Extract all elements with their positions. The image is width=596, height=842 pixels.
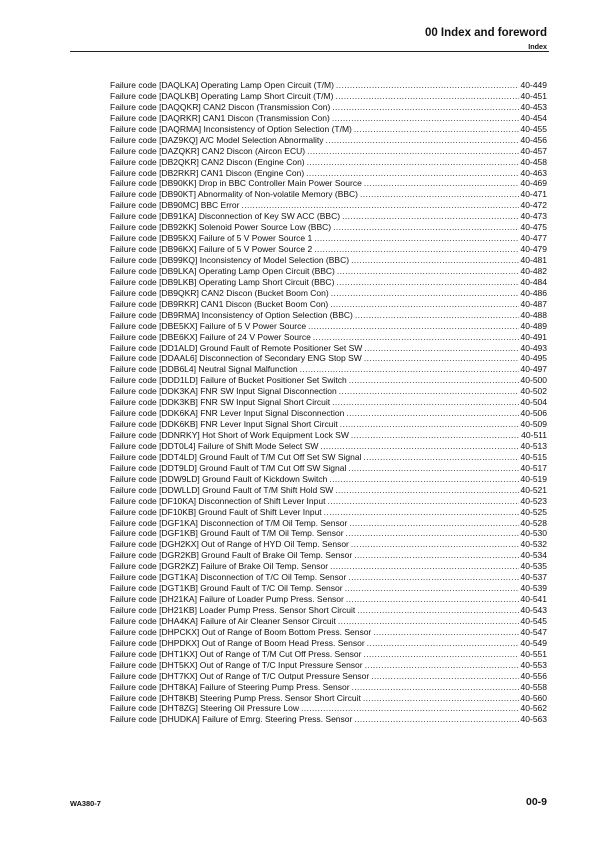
index-entry (110, 353, 547, 364)
index-entry (110, 277, 547, 288)
index-entry (110, 157, 547, 168)
index-entry (110, 113, 547, 124)
index-entry-title: Failure code [DB2RKR] CAN1 Discon (Engine Con) (110, 167, 305, 178)
index-entry-page: 40-523 (520, 495, 547, 506)
dot-leader (360, 189, 519, 200)
index-entry-title: Failure code [DF10KB] Ground Fault of Shift Lever Input (110, 506, 322, 517)
index-entry-page: 40-563 (520, 714, 547, 725)
dot-leader (336, 80, 519, 91)
index-entry-page: 40-545 (520, 615, 547, 626)
header-rule (70, 51, 549, 52)
index-entry-page: 40-472 (520, 200, 547, 211)
index-entry-page: 40-504 (520, 397, 547, 408)
index-entry (110, 135, 547, 146)
dot-leader (345, 583, 519, 594)
index-entry-page: 40-521 (520, 484, 547, 495)
index-entry-page: 40-453 (520, 101, 547, 112)
index-entry (110, 91, 547, 102)
index-entry-page: 40-562 (520, 703, 547, 714)
index-entry (110, 430, 547, 441)
index-entry-page: 40-530 (520, 528, 547, 539)
index-entry (110, 561, 547, 572)
index-entry-title: Failure code [DB2QKR] CAN2 Discon (Engine Con) (110, 156, 305, 167)
index-entry-page: 40-497 (520, 364, 547, 375)
index-entry-page: 40-560 (520, 692, 547, 703)
index-entry-title: Failure code [DAQQKR] CAN2 Discon (Transmission Con) (110, 101, 331, 112)
dot-leader (348, 463, 518, 474)
dot-leader (314, 244, 518, 255)
index-entry-page: 40-547 (520, 626, 547, 637)
index-entry (110, 463, 547, 474)
index-entry-page: 40-515 (520, 451, 547, 462)
dot-leader (300, 364, 519, 375)
index-entry-page: 40-491 (520, 331, 547, 342)
dot-leader (307, 157, 519, 168)
index-entry-page: 40-457 (520, 145, 547, 156)
index-entry-title: Failure code [DH21KB] Loader Pump Press. Sensor Short Circuit (110, 605, 356, 615)
index-entry-page: 40-451 (520, 90, 547, 101)
index-entry-title: Failure code [DAQLKA] Operating Lamp Open Circuit (T/M) (110, 80, 334, 90)
dot-leader (342, 211, 518, 222)
index-entry (110, 408, 547, 419)
index-entry (110, 594, 547, 605)
index-entry-title: Failure code [DAQLKB] Operating Lamp Short Circuit (T/M) (110, 90, 334, 101)
index-entry (110, 703, 547, 714)
dot-leader (333, 222, 518, 233)
index-entry-title: Failure code [DDD1LD] Failure of Bucket Positioner Set Switch (110, 375, 347, 386)
index-entry-page: 40-539 (520, 583, 547, 594)
dot-leader (330, 299, 518, 310)
index-entry-page: 40-534 (520, 550, 547, 561)
dot-leader (314, 233, 518, 244)
index-entry (110, 605, 547, 616)
index-entry-page: 40-458 (520, 156, 547, 167)
index-entry-page: 40-481 (520, 255, 547, 265)
index-entry-title: Failure code [DHA4KA] Failure of Air Cleaner Sensor Circuit (110, 615, 336, 626)
dot-leader (337, 266, 519, 277)
index-entry-title: Failure code [DHPDKX] Out of Range of Boom Head Press. Sensor (110, 637, 365, 648)
dot-leader (357, 605, 518, 616)
index-entry (110, 222, 547, 233)
section-subtitle: Index (528, 42, 547, 51)
index-entry (110, 714, 547, 725)
index-entry (110, 616, 547, 627)
index-entry-title: Failure code [DHPCKX] Out of Range of Boom Bottom Press. Sensor (110, 626, 372, 637)
index-entry-title: Failure code [DGR2KB] Ground Fault of Brake Oil Temp. Sensor (110, 550, 353, 561)
index-entry-page: 40-556 (520, 670, 547, 681)
index-entry-title: Failure code [DB92KK] Solenoid Power Source Low (BBC) (110, 222, 332, 233)
dot-leader (340, 419, 519, 430)
dot-leader (346, 408, 518, 419)
index-entry-title: Failure code [DDK3KA] FNR SW Input Signal Disconnection (110, 386, 337, 397)
dot-leader (364, 343, 518, 354)
index-entry-page: 40-493 (520, 342, 547, 353)
dot-leader (373, 627, 518, 638)
index-entry-page: 40-525 (520, 506, 547, 517)
index-entry-title: Failure code [DF10KA] Disconnection of Shift Lever Input (110, 495, 326, 506)
index-entry-page: 40-558 (520, 681, 547, 692)
index-entry (110, 255, 547, 266)
index-entry-page: 40-489 (520, 320, 547, 331)
index-entry-title: Failure code [DDT9LD] Ground Fault of T/M Cut Off SW Signal (110, 462, 347, 473)
index-entry-title: Failure code [DB91KA] Disconnection of Key SW ACC (BBC) (110, 211, 341, 222)
dot-leader (306, 168, 518, 179)
index-entry-title: Failure code [DDNRKY] Hot Short of Work Equipment Lock SW (110, 430, 349, 440)
index-entry-title: Failure code [DGT1KB] Ground Fault of T/C Oil Temp. Sensor (110, 583, 343, 594)
dot-leader (354, 124, 519, 135)
index-entry-title: Failure code [DAZQKR] CAN2 Discon (Aircon ECU) (110, 145, 306, 156)
index-entry (110, 572, 547, 583)
index-entry-page: 40-528 (520, 517, 547, 528)
dot-leader (329, 474, 518, 485)
dot-leader (349, 518, 518, 529)
index-entry (110, 397, 547, 408)
index-entry (110, 266, 547, 277)
index-entry-page: 40-477 (520, 233, 547, 244)
dot-leader (327, 496, 518, 507)
index-entry (110, 507, 547, 518)
index-entry-title: Failure code [DGH2KX] Out of Range of HYD Oil Temp. Sensor (110, 539, 349, 550)
index-entry-title: Failure code [DHT8ZG] Steering Oil Pressure Low (110, 703, 299, 714)
index-entry-page: 40-469 (520, 178, 547, 189)
index-entry-page: 40-513 (520, 440, 547, 451)
index-entry (110, 660, 547, 671)
index-entry-title: Failure code [DB90KT] Abnormality of Non-volatile Memory (BBC) (110, 189, 359, 200)
index-entry-page: 40-456 (520, 134, 547, 145)
index-entry-title: Failure code [DHT5KX] Out of Range of T/C Input Pressure Sensor (110, 659, 363, 670)
index-entry-title: Failure code [DGT1KA] Disconnection of T/C Oil Temp. Sensor (110, 572, 347, 583)
dot-leader (349, 375, 519, 386)
dot-leader (371, 671, 518, 682)
index-entry-page: 40-484 (520, 276, 547, 287)
index-entry-title: Failure code [DDAAL6] Disconnection of Secondary ENG Stop SW (110, 353, 362, 364)
index-entry (110, 102, 547, 113)
index-entry-title: Failure code [DBE5KX] Failure of 5 V Power Source (110, 320, 307, 331)
dot-leader (320, 441, 518, 452)
index-entry-title: Failure code [DB90KK] Drop in BBC Controller Main Power Source (110, 178, 362, 189)
index-entry-page: 40-488 (520, 309, 547, 320)
dot-leader (330, 561, 518, 572)
index-entry-title: Failure code [DDT0L4] Failure of Shift Mode Select SW (110, 440, 319, 451)
index-entry-page: 40-549 (520, 637, 547, 648)
index-entry-title: Failure code [DGF1KB] Ground Fault of T/M Oil Temp. Sensor (110, 528, 344, 539)
dot-leader (335, 485, 518, 496)
index-entry (110, 474, 547, 485)
dot-leader (352, 682, 519, 693)
index-entry (110, 375, 547, 386)
index-entry-page: 40-463 (520, 167, 547, 178)
index-entry-page: 40-537 (520, 572, 547, 583)
index-entry-title: Failure code [DDK3KB] FNR SW Input Signal Short Circuit (110, 397, 331, 408)
dot-leader (308, 321, 518, 332)
index-entry-title: Failure code [DDK6KB] FNR Lever Input Signal Short Circuit (110, 419, 338, 430)
index-entry (110, 124, 547, 135)
dot-leader (354, 550, 518, 561)
dot-leader (301, 703, 519, 714)
dot-leader (363, 693, 519, 704)
dot-leader (335, 91, 518, 102)
dot-leader (332, 102, 518, 113)
index-entry-title: Failure code [DBE6KX] Failure of 24 V Power Source (110, 331, 311, 342)
dot-leader (346, 594, 519, 605)
index-entry (110, 244, 547, 255)
index-entry (110, 419, 547, 430)
index-entry-page: 40-553 (520, 659, 547, 670)
index-entry-title: Failure code [DB9LKB] Operating Lamp Short Circuit (BBC) (110, 276, 335, 287)
dot-leader (363, 452, 518, 463)
dot-leader (351, 255, 518, 266)
index-entry-page: 40-517 (520, 462, 547, 473)
index-entry-page: 40-541 (520, 594, 547, 605)
index-entry (110, 693, 547, 704)
index-entry-title: Failure code [DB9QKR] CAN2 Discon (Bucket Boom Con) (110, 287, 329, 298)
page-number: 00-9 (525, 796, 547, 808)
index-entry (110, 178, 547, 189)
index-entry-title: Failure code [DHT8KA] Failure of Steering Pump Press. Sensor (110, 681, 350, 692)
index-entry (110, 146, 547, 157)
dot-leader (364, 353, 519, 364)
index-entry-title: Failure code [DAZ9KQ] A/C Model Selection Abnormality (110, 134, 324, 145)
index-entry (110, 386, 547, 397)
index-entry-page: 40-506 (520, 408, 547, 419)
index-entry-page: 40-532 (520, 539, 547, 550)
dot-leader (367, 638, 519, 649)
index-entry (110, 200, 547, 211)
index-entry (110, 496, 547, 507)
index-entry (110, 452, 547, 463)
index-entry (110, 189, 547, 200)
dot-leader (365, 660, 519, 671)
dot-leader (346, 528, 519, 539)
index-entry (110, 539, 547, 550)
model-label: WA380-7 (70, 799, 101, 808)
index-entry (110, 168, 547, 179)
index-entry-page: 40-543 (520, 605, 547, 615)
index-entry-title: Failure code [DAQRKR] CAN1 Discon (Transmission Con) (110, 112, 330, 123)
index-entry-page: 40-455 (520, 123, 547, 134)
index-entry (110, 627, 547, 638)
dot-leader (307, 146, 518, 157)
dot-leader (241, 200, 518, 211)
index-entry-title: Failure code [DB9RMA] Inconsistency of Option Selection (BBC) (110, 309, 353, 320)
index-entry-title: Failure code [DB9LKA] Operating Lamp Open Circuit (BBC) (110, 265, 335, 276)
index-entry (110, 528, 547, 539)
index-entry (110, 233, 547, 244)
dot-leader (324, 507, 519, 518)
index-entry (110, 583, 547, 594)
dot-leader (364, 649, 519, 660)
dot-leader (336, 277, 518, 288)
dot-leader (364, 178, 519, 189)
index-entry-title: Failure code [DDB6L4] Neutral Signal Malfunction (110, 364, 298, 375)
index-entry-title: Failure code [DDW9LD] Ground Fault of Kickdown Switch (110, 473, 328, 484)
index-entry-page: 40-473 (520, 211, 547, 222)
index-entry-page: 40-502 (520, 386, 547, 397)
index-entry-page: 40-511 (521, 430, 547, 440)
dot-leader (313, 332, 519, 343)
index-entry-title: Failure code [DB95KX] Failure of 5 V Power Source 1 (110, 233, 313, 244)
index-entry-title: Failure code [DGF1KA] Disconnection of T/M Oil Temp. Sensor (110, 517, 348, 528)
index-entry-title: Failure code [DB96KX] Failure of 5 V Power Source 2 (110, 244, 313, 255)
index-entry (110, 288, 547, 299)
index-entry-title: Failure code [DB9RKR] CAN1 Discon (Bucket Boom Con) (110, 298, 329, 309)
index-entry (110, 310, 547, 321)
index-entry-page: 40-482 (520, 265, 547, 276)
index-entry-title: Failure code [DAQRMA] Inconsistency of Option Selection (T/M) (110, 123, 352, 134)
dot-leader (351, 539, 519, 550)
dot-leader (332, 113, 519, 124)
index-entry-title: Failure code [DDK6KA] FNR Lever Input Signal Disconnection (110, 408, 345, 419)
index-entry (110, 550, 547, 561)
index-entry-page: 40-500 (520, 375, 547, 386)
index-entry (110, 485, 547, 496)
index-entry-page: 40-449 (520, 80, 547, 90)
index-entry (110, 343, 547, 354)
dot-leader (351, 430, 519, 441)
index-entry (110, 364, 547, 375)
index-entry-page: 40-486 (520, 287, 547, 298)
index-entry (110, 441, 547, 452)
index-entry-title: Failure code [DDT4LD] Ground Fault of T/M Cut Off Set SW Signal (110, 451, 362, 462)
index-entry-page: 40-509 (520, 419, 547, 430)
dot-leader (355, 310, 519, 321)
index-entry-page: 40-495 (520, 353, 547, 364)
index-entry-list (110, 80, 547, 725)
section-title: 00 Index and foreword (424, 27, 547, 39)
index-entry-title: Failure code [DB90MC] BBC Error (110, 200, 240, 211)
index-entry-page: 40-475 (520, 222, 547, 233)
index-entry-title: Failure code [DHT1KX] Out of Range of T/M Cut Off Press. Sensor (110, 648, 362, 659)
index-entry (110, 649, 547, 660)
index-entry (110, 299, 547, 310)
index-entry-page: 40-535 (520, 561, 547, 572)
index-entry-title: Failure code [DGR2KZ] Failure of Brake Oil Temp. Sensor (110, 561, 329, 572)
index-entry (110, 80, 547, 91)
index-entry (110, 321, 547, 332)
dot-leader (348, 572, 518, 583)
index-entry-title: Failure code [DHT7KX] Out of Range of T/C Output Pressure Sensor (110, 670, 370, 681)
index-entry (110, 682, 547, 693)
index-entry (110, 211, 547, 222)
index-entry (110, 671, 547, 682)
index-entry (110, 638, 547, 649)
index-entry-title: Failure code [DB99KQ] Inconsistency of Model Selection (BBC) (110, 255, 350, 265)
index-entry-page: 40-454 (520, 112, 547, 123)
index-entry-title: Failure code [DHUDKA] Failure of Emrg. Steering Press. Sensor (110, 714, 353, 725)
dot-leader (354, 714, 518, 725)
dot-leader (326, 135, 519, 146)
dot-leader (331, 288, 519, 299)
index-entry (110, 518, 547, 529)
index-entry-page: 40-471 (520, 189, 547, 200)
index-entry (110, 332, 547, 343)
index-entry-title: Failure code [DDWLLD] Ground Fault of T/M Shift Hold SW (110, 484, 334, 495)
dot-leader (332, 397, 518, 408)
dot-leader (339, 386, 519, 397)
index-entry-title: Failure code [DH21KA] Failure of Loader Pump Press. Sensor (110, 594, 344, 605)
index-entry-page: 40-519 (520, 473, 547, 484)
index-entry-title: Failure code [DD1ALD] Ground Fault of Remote Positioner Set SW (110, 342, 363, 353)
index-entry-page: 40-479 (520, 244, 547, 255)
index-entry-title: Failure code [DHT8KB] Steering Pump Press. Sensor Short Circuit (110, 692, 361, 703)
dot-leader (338, 616, 519, 627)
index-entry-page: 40-551 (520, 648, 547, 659)
index-entry-page: 40-487 (520, 298, 547, 309)
